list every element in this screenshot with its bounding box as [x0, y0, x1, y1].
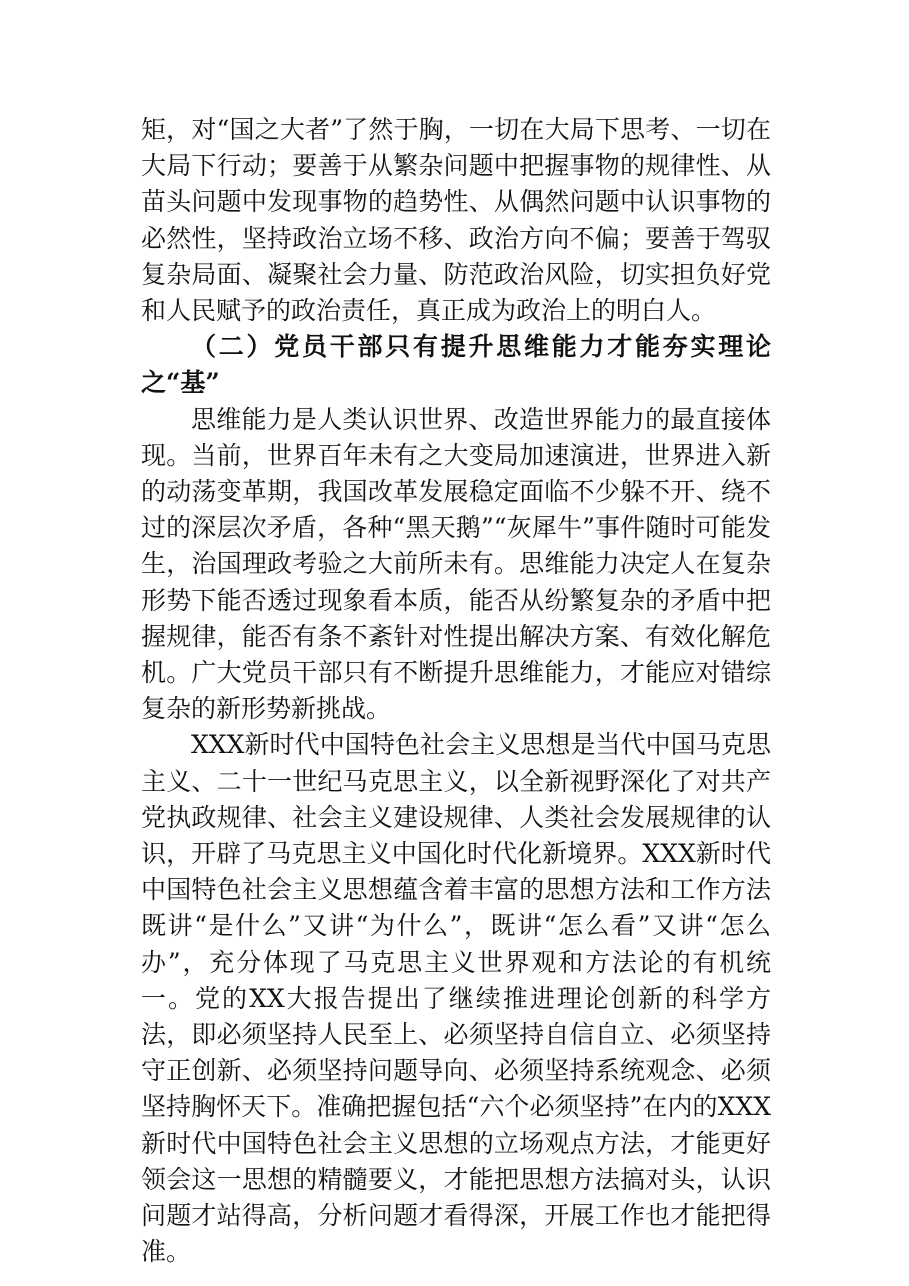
document-body [141, 112, 771, 1271]
paragraph-continuation: 矩，对“国之大者”了然于胸，一切在大局下思考、一切在大局下行动；要善于从繁杂问题中把握事物的规律性、从苗头问题中发现事物的趋势性、从偶然问题中认识事物的必然性，坚持政治立场不移、政治方向不偏；要善于驾驭复杂局面、凝聚社会力量、防范政治风险，切实担负好党和人民赋予的政治责任，真正成为政治上的明白人。 [141, 115, 771, 326]
section-heading: （二）党员干部只有提升思维能力才能夯实理论之“基” [141, 332, 771, 398]
paragraph-thinking-ability: 思维能力是人类认识世界、改造世界能力的最直接体现。当前，世界百年未有之大变局加速演进，世界进入新的动荡变革期，我国改革发展稳定面临不少躲不开、绕不过的深层次矛盾，各种“黑天鹅”“灰犀牛”事件随时可能发生，治国理政考验之大前所未有。思维能力决定人在复杂形势下能否透过现象看本质，能否从纷繁复杂的矛盾中把握规律，能否有条不紊针对性提出解决方案、有效化解危机。广大党员干部只有不断提升思维能力，才能应对错综复杂的新形势新挑战。 [141, 404, 771, 724]
paragraph-theory-methods: XXX新时代中国特色社会主义思想是当代中国马克思主义、二十一世纪马克思主义，以全新视野深化了对共产党执政规律、社会主义建设规律、人类社会发展规律的认识，开辟了马克思主义中国化时代化新境界。XXX新时代中国特色社会主义思想蕴含着丰富的思想方法和工作方法既讲“是什么”又讲“为什么”，既讲“怎么看”又讲“怎么办”，充分体现了马克思主义世界观和方法论的有机统一。党的XX大报告提出了继续推进理论创新的科学方法，即必须坚持人民至上、必须坚持自信自立、必须坚持守正创新、必须坚持问题导向、必须坚持系统观念、必须坚持胸怀天下。准确把握包括“六个必须坚持”在内的XXX新时代中国特色社会主义思想的立场观点方法，才能更好领会这一思想的精髓要义，才能把思想方法搞对头，认识问题才站得高，分析问题才看得深，开展工作也才能把得准。 [141, 730, 771, 1267]
